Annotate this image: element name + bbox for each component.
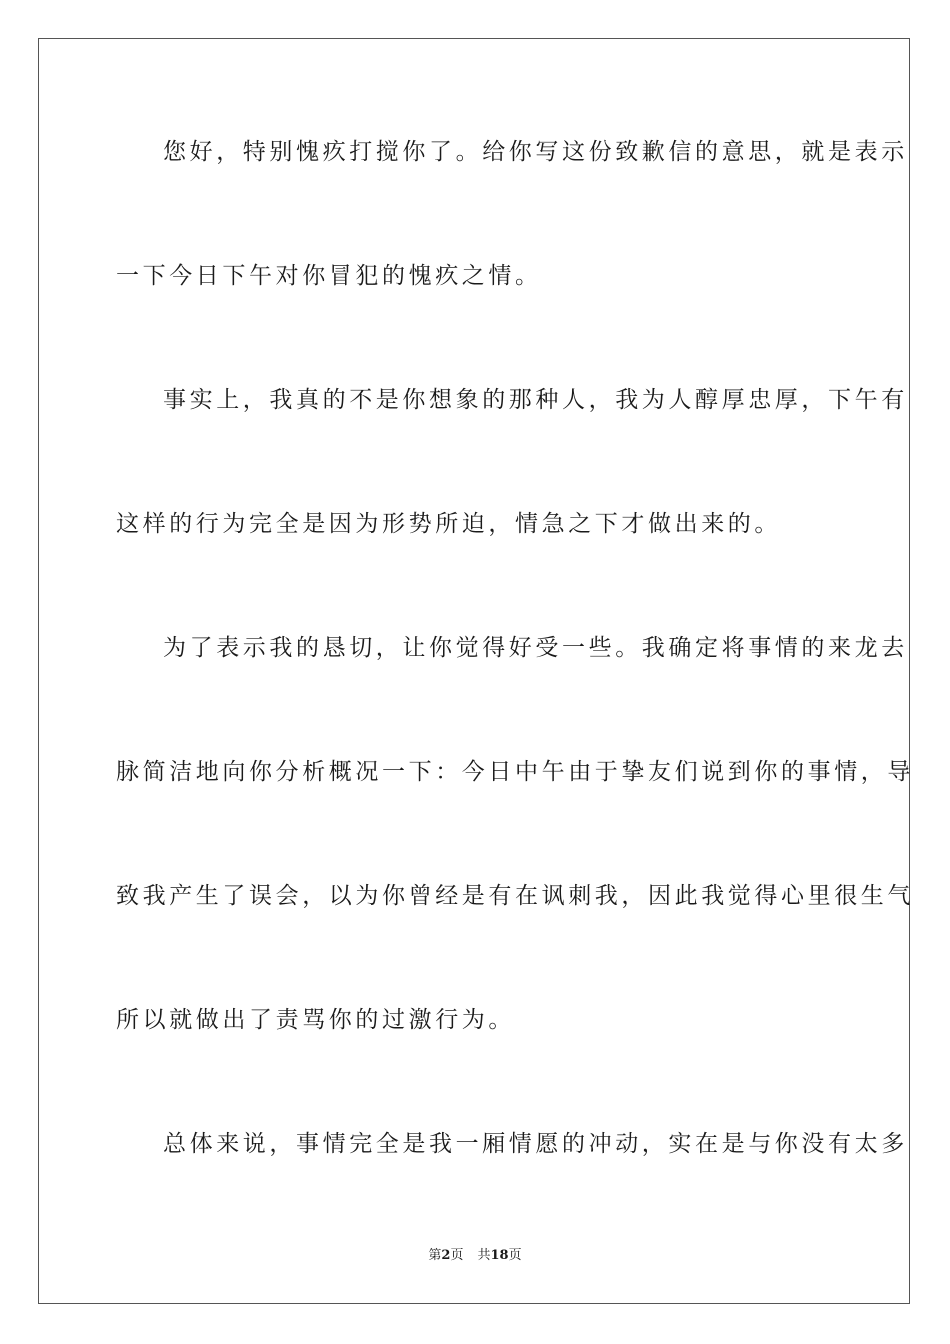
paragraph-1-line-2: 一下今日下午对你冒犯的愧疚之情。 [116,263,542,289]
paragraph-4-line-1: 总体来说，事情完全是我一厢情愿的冲动，实在是与你没有太多 [163,1131,908,1157]
page-label-suffix: 页 [450,1248,464,1263]
paragraph-3-line-1: 为了表示我的恳切，让你觉得好受一些。我确定将事情的来龙去 [163,635,908,661]
paragraph-3-line-4: 所以就做出了责骂你的过激行为。 [116,1007,515,1033]
page-label-prefix: 第 [428,1248,442,1263]
paragraph-3-line-3: 致我产生了误会，以为你曾经是有在讽刺我，因此我觉得心里很生气 [116,883,914,909]
paragraph-1-line-1: 您好，特别愧疚打搅你了。给你写这份致歉信的意思，就是表示 [163,139,908,165]
total-label-suffix: 页 [508,1248,522,1263]
page-border [38,38,914,1304]
total-pages: 18 [490,1248,509,1263]
paragraph-2-line-1: 事实上，我真的不是你想象的那种人，我为人醇厚忠厚，下午有 [163,387,908,413]
page-number: 2 [441,1248,451,1263]
total-label-prefix: 共 [477,1248,491,1263]
paragraph-3-line-2: 脉简洁地向你分析概况一下：今日中午由于挚友们说到你的事情，导 [116,759,914,785]
paragraph-2-line-2: 这样的行为完全是因为形势所迫，情急之下才做出来的。 [116,511,781,537]
page-footer [0,1247,950,1265]
